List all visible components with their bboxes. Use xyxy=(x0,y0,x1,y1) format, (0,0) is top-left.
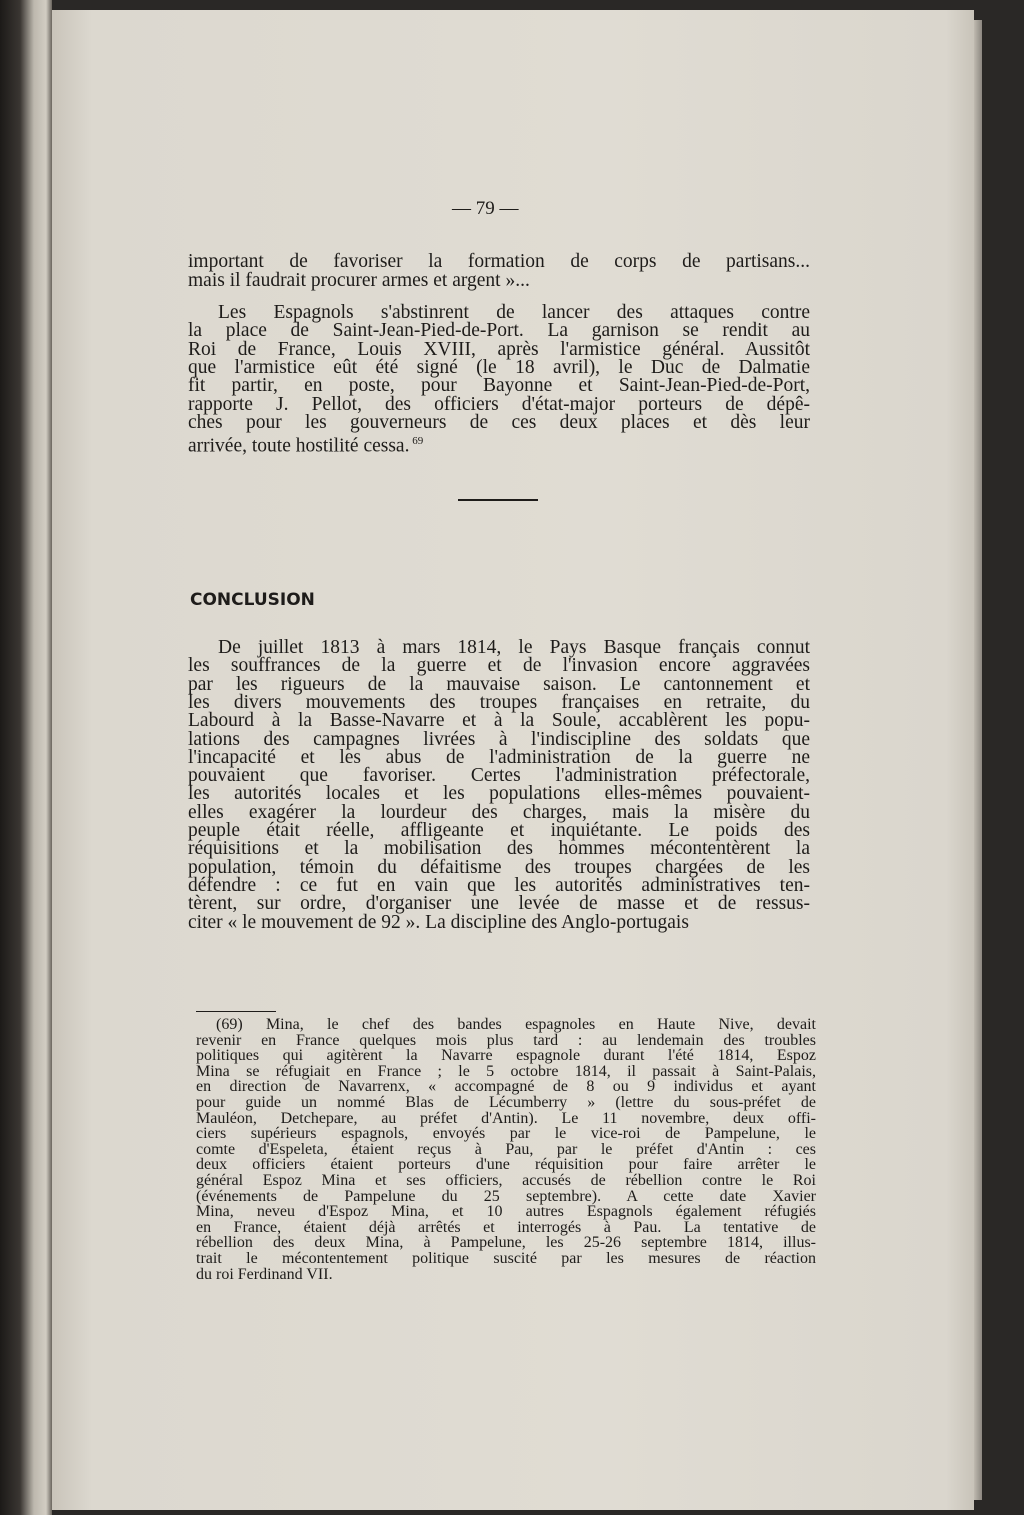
text-line: elles exagérer la lourdeur des charges, mais la misère du xyxy=(188,801,810,823)
text-line: (69) Mina, le chef des bandes espagnoles en Haute Nive, devait xyxy=(216,1016,816,1033)
text-line: population, témoin du défaitisme des troupes chargées de les xyxy=(188,856,810,878)
text-line: fit partir, en poste, pour Bayonne et Saint-Jean-Pied-de-Port, xyxy=(188,375,810,397)
text-line: trait le mécontentement politique suscité par les mesures de réaction xyxy=(196,1250,816,1267)
text-line: citer « le mouvement de 92 ». La discipline des Anglo-portugais xyxy=(188,911,689,933)
text-line: les autorités locales et les populations elles-mêmes pouvaient- xyxy=(188,783,810,805)
text-line: politiques qui agitèrent la Navarre espagnole durant l'été 1814, Espoz xyxy=(196,1047,816,1065)
text-line: Mina se réfugiait en France ; le 5 octobre 1814, il passait à Saint-Palais, xyxy=(196,1062,816,1080)
text-line: réquisitions et la mobilisation des hommes mécontentèrent la xyxy=(188,838,810,860)
text-line: Roi de France, Louis XVIII, après l'armistice général. Aussitôt xyxy=(188,338,810,360)
text-line: revenir en France quelques mois plus tard : au lendemain des troubles xyxy=(196,1031,816,1049)
text-line: lations des campagnes livrées à l'indiscipline des soldats que xyxy=(188,728,810,750)
page-number: — 79 — xyxy=(452,198,519,219)
text-line: De juillet 1813 à mars 1814, le Pays Basque français connut xyxy=(218,637,810,658)
text-line: rébellion des deux Mina, à Pampelune, les 25-26 septembre 1814, illus- xyxy=(196,1234,816,1252)
text-line: du roi Ferdinand VII. xyxy=(196,1265,333,1283)
text-line: ciers supérieurs espagnols, envoyés par le vice-roi de Pampelune, le xyxy=(196,1125,816,1143)
text-line: les divers mouvements des troupes françaises en retraite, du xyxy=(188,691,810,713)
text-line: la place de Saint-Jean-Pied-de-Port. La garnison se rendit au xyxy=(188,320,810,342)
text-line: comte d'Espeleta, étaient reçus à Pau, par le préfet d'Antin : ces xyxy=(196,1140,816,1158)
section-divider xyxy=(458,499,538,501)
text-line: par les rigueurs de la mauvaise saison. Le cantonnement et xyxy=(188,673,810,695)
text-line: deux officiers étaient porteurs d'une réquisition pour faire arrêter le xyxy=(196,1156,816,1174)
text-line: (événements de Pampelune du 25 septembre). A cette date Xavier xyxy=(196,1187,816,1205)
footnote-reference[interactable]: 69 xyxy=(409,435,424,448)
text-line: Mina, neveu d'Espoz Mina, et 10 autres Espagnols également réfugiés xyxy=(196,1203,816,1221)
text-line: que l'armistice eût été signé (le 18 avril), le Duc de Dalmatie xyxy=(188,356,810,378)
page-edge xyxy=(974,20,982,1500)
text-line: mais il faudrait procurer armes et argent »... xyxy=(188,269,530,291)
text-line: tèrent, sur ordre, d'organiser une levée de masse et de ressus- xyxy=(188,893,810,915)
text-line: les souffrances de la guerre et de l'invasion encore aggravées xyxy=(188,655,810,677)
text-line: ches pour les gouverneurs de ces deux places et dès leur xyxy=(188,411,810,433)
text-line: en France, étaient déjà arrêtés et interrogés à Pau. La tentative de xyxy=(196,1218,816,1236)
text-line: Labourd à la Basse-Navarre et à la Soule, accablèrent les popu- xyxy=(188,710,810,732)
text-line: pour guide un nommé Blas de Lécumberry » (lettre du sous-préfet de xyxy=(196,1094,816,1111)
text-line: arrivée, toute hostilité cessa. $^{69}$ xyxy=(188,435,424,457)
text-line: important de favoriser la formation de corps de partisans... xyxy=(188,251,810,272)
previous-page-edge xyxy=(0,0,52,1515)
text-line: en direction de Navarrenx, « accompagné de 8 ou 9 individus et ayant xyxy=(196,1078,816,1096)
section-heading: CONCLUSION xyxy=(190,590,315,610)
text-line: Les Espagnols s'abstinrent de lancer des attaques contre xyxy=(218,302,810,323)
text-line: rapporte J. Pellot, des officiers d'état-major porteurs de dépê- xyxy=(188,393,810,415)
footnote-divider xyxy=(196,1011,276,1012)
text-line: l'incapacité et les abus de l'administration de la guerre ne xyxy=(188,746,810,768)
text-line: défendre : ce fut en vain que les autorités administratives ten- xyxy=(188,874,810,896)
text-line: pouvaient que favoriser. Certes l'administration préfectorale, xyxy=(188,765,810,787)
text-line: général Espoz Mina et ses officiers, accusés de rébellion contre le Roi xyxy=(196,1172,816,1189)
text-line: Mauléon, Detchepare, au préfet d'Antin). Le 11 novembre, deux offi- xyxy=(196,1109,816,1127)
text-line: peuple était réelle, affligeante et inquiétante. Le poids des xyxy=(188,820,810,841)
